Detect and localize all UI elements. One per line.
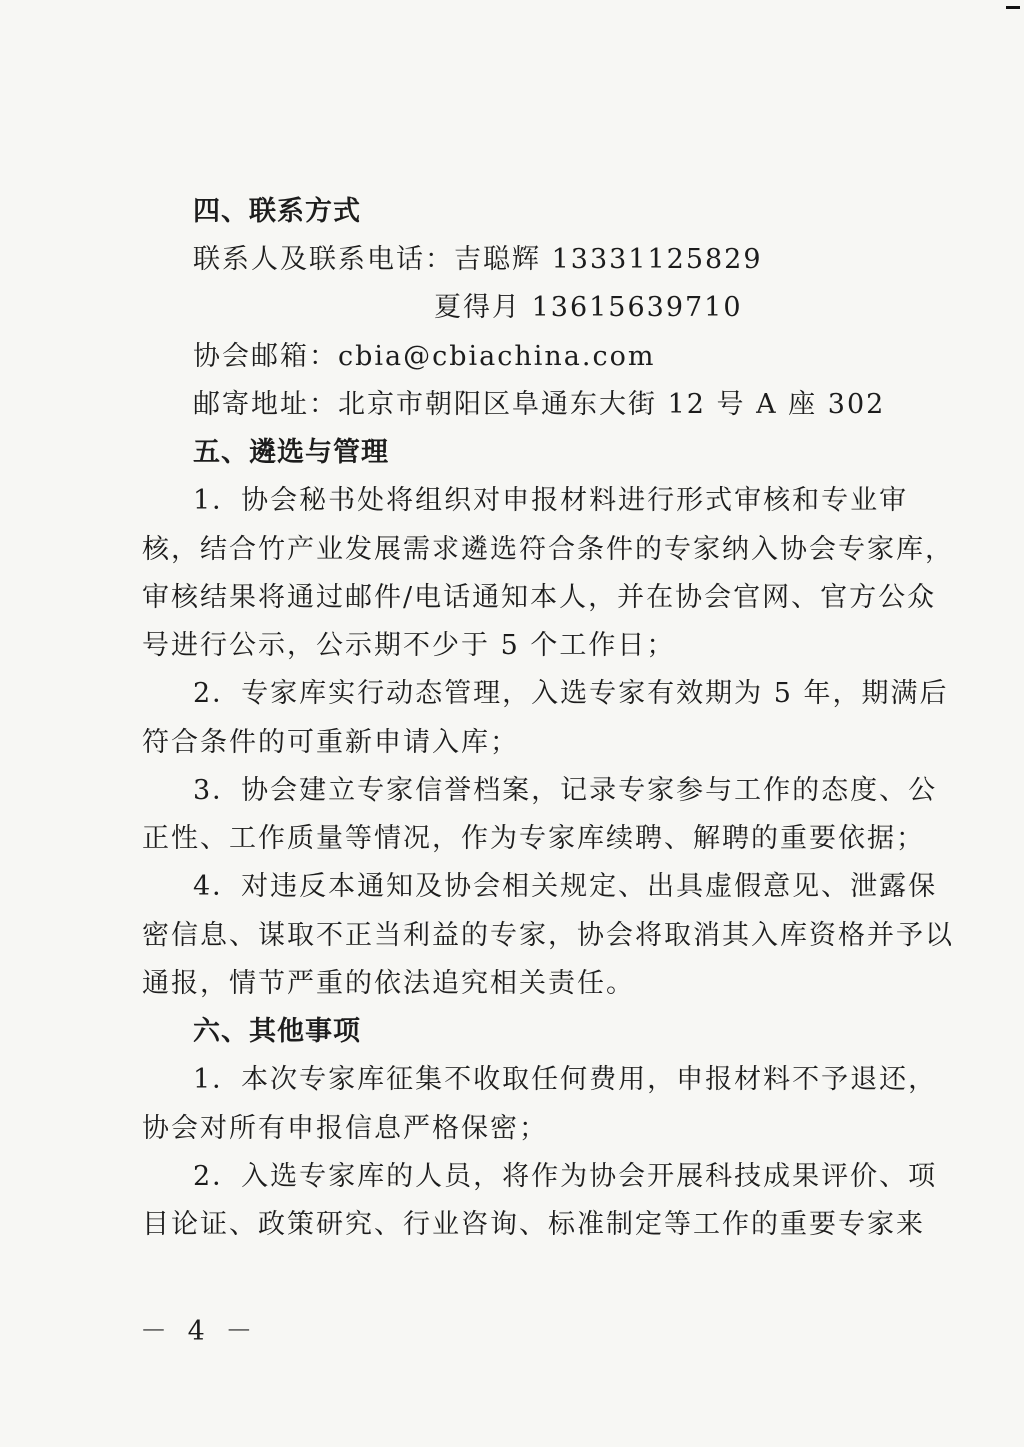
page-number: － 4 － xyxy=(140,1316,259,1347)
section5-heading: 五、遴选与管理 xyxy=(193,437,389,468)
section5-item2-line2: 符合条件的可重新申请入库； xyxy=(142,727,519,758)
section5-item1-line1: 1．协会秘书处将组织对申报材料进行形式审核和专业审 xyxy=(193,485,909,516)
section5-item4-line3: 通报，情节严重的依法追究相关责任。 xyxy=(142,968,635,999)
section5-item3-line1: 3．协会建立专家信誉档案，记录专家参与工作的态度、公 xyxy=(193,775,938,806)
section5-item1-line2: 核，结合竹产业发展需求遴选符合条件的专家纳入协会专家库， xyxy=(142,534,954,565)
section6-item1-line2: 协会对所有申报信息严格保密； xyxy=(142,1113,548,1144)
section5-item1-line4: 号进行公示，公示期不少于 5 个工作日； xyxy=(142,630,676,661)
section5-item4-line1: 4．对违反本通知及协会相关规定、出具虚假意见、泄露保 xyxy=(193,871,938,902)
section6-item2-line1: 2．入选专家库的人员，将作为协会开展科技成果评价、项 xyxy=(193,1161,938,1192)
section5-item2-line1: 2．专家库实行动态管理，入选专家有效期为 5 年，期满后 xyxy=(193,678,949,709)
contact-line-1: 联系人及联系电话：吉聪辉 13331125829 xyxy=(193,244,763,275)
scan-corner-mark xyxy=(1006,6,1020,9)
section6-item1-line1: 1．本次专家库征集不收取任何费用，申报材料不予退还， xyxy=(193,1064,938,1095)
section4-heading: 四、联系方式 xyxy=(193,196,361,227)
section6-heading: 六、其他事项 xyxy=(193,1016,361,1047)
email-line: 协会邮箱：cbia@cbiachina.com xyxy=(193,341,656,372)
contact-line-2: 夏得月 13615639710 xyxy=(434,292,743,323)
section6-item2-line2: 目论证、政策研究、行业咨询、标准制定等工作的重要专家来 xyxy=(142,1209,925,1240)
section5-item4-line2: 密信息、谋取不正当利益的专家，协会将取消其入库资格并予以 xyxy=(142,920,954,951)
address-line: 邮寄地址：北京市朝阳区阜通东大街 12 号 A 座 302 xyxy=(193,389,886,420)
section5-item1-line3: 审核结果将通过邮件/电话通知本人，并在协会官网、官方公众 xyxy=(142,582,937,613)
section5-item3-line2: 正性、工作质量等情况，作为专家库续聘、解聘的重要依据； xyxy=(142,823,925,854)
